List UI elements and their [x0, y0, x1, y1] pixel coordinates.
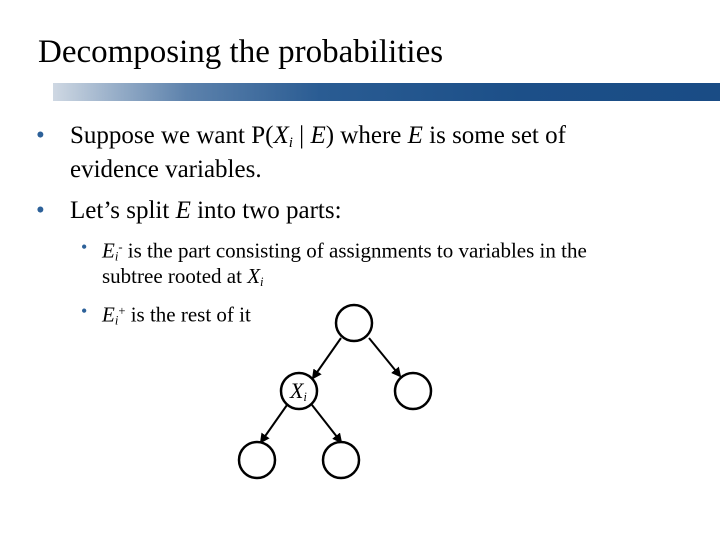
tree-node-left-child: [239, 442, 275, 478]
subbullet-text: $E_i^+$ is the rest of it: [102, 302, 251, 328]
tree-node-right: [395, 373, 431, 409]
subbullet-dot-icon: •: [81, 237, 88, 257]
tree-node-xi-label: $X_i$: [290, 378, 307, 405]
edge-xi-to-left-child: [261, 405, 287, 442]
bullet-text: Let’s split E into two parts:: [70, 197, 342, 224]
subbullet-text-line2: subtree rooted at $X_i$: [102, 264, 264, 290]
subbullet-text: $E_i^-$ is the part consisting of assignments to variables in the: [102, 238, 587, 264]
tree-node-root: [336, 305, 372, 341]
subbullet-dot-icon: •: [81, 301, 88, 321]
edge-root-to-xi: [313, 338, 341, 378]
tree-node-right-child: [323, 442, 359, 478]
bullet-text: Suppose we want $P(X_i$ | E) where E is some set of: [70, 122, 566, 151]
bullet-text-line2: evidence variables.: [70, 156, 262, 183]
slide-title: Decomposing the probabilities: [38, 34, 444, 70]
bullet-dot-icon: •: [36, 122, 45, 149]
edge-root-to-right: [369, 338, 400, 376]
bullet-dot-icon: •: [36, 197, 45, 224]
edge-xi-to-right-child: [312, 405, 341, 442]
